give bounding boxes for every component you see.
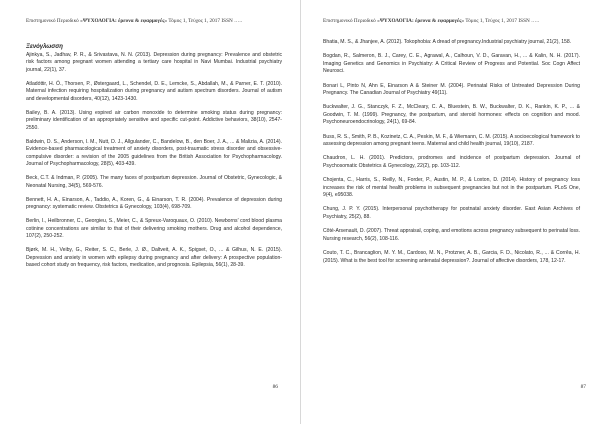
reference-item: Beck, C.T. & Indman, P. (2005). The many faces of postpartum depression. Journal of Obstetric, Gynecologic, & Neonatal Nursing, 34(5), 569-576. [26, 175, 282, 189]
reference-item: Baldwin, D. S., Anderson, I. M., Nutt, D. J., Allgulander, C., Bandelow, B., den Boer, J. A., ... & Malizia, A. (2014). Evidence-based pharmacological treatment of anxiety disorders, post-traumatic stress disorder and obsessive-compulsive disorder: a revision of the 2005 guidelines from the British Association for Psychopharmacology. Journal of Psychopharmacology, 28(5), 403-439. [26, 138, 282, 168]
reference-item: Bailey, B. A. (2013). Using expired air carbon monoxide to determine smoking status during pregnancy: preliminary identification of an appropriately sensitive and specific cut-point. Addictive behaviors, 38(10), 2547-2550. [26, 109, 282, 131]
reference-item: Chojenta, C., Harris, S., Reilly, N., Forder, P., Austin, M. P., & Loxton, D. (2014). History of pregnancy loss increases the risk of mental health problems in subsequent pregnancies but not in the postpartum. PLoS One, 9(4), e95038. [323, 177, 580, 199]
page-number: 86 [272, 384, 278, 390]
reference-item: Bennett, H. A., Einarson, A., Taddio, A., Koren, G., & Einarson, T. R. (2004). Prevalence of depression during pregnancy: systematic review. Obstetrics & Gynecology, 103(4), 698-709. [26, 196, 282, 211]
running-head: Επιστημονικό Περιοδικό «ΨΥΧΟΛΟΓΙΑ: έρευνα & εφαρμογές» Τόμος 1, Τεύχος 1, 2017 ISSN ….. [323, 18, 540, 24]
section-heading: Ξενόγλωσση [26, 44, 63, 50]
reference-item: Bonari L, Pinto N, Ahn E, Einarson A & Steiner M. (2004). Perinatal Risks of Untreated Depression During Pregnancy. The Canadian Journal of Psychiatry 49(11). [323, 82, 580, 97]
references-section [323, 39, 580, 265]
references-section [26, 44, 282, 270]
reference-item: Bogdan, R., Salmeron, B. J., Carey, C. E., Agrawal, A., Calhoun, V. D., Garavan, H., ... & Kalin, N. H. (2017). Imaging Genetics and Genomics in Psychiatry: A Critical Review of Progress and Potential. Soc Cogn Affect Neurosci. [323, 53, 580, 75]
reference-item: Ajinkya, S., Jadhav, P. R., & Srivastava, N. N. (2013). Depression during pregnancy: Prevalence and obstetric risk factors among pregnant women attending a tertiary care hospital in Navi Mumbai. Industrial psychiatry journal, 22(1), 37. [26, 52, 282, 73]
running-head: Επιστημονικό Περιοδικό «ΨΥΧΟΛΟΓΙΑ: έρευνα & εφαρμογές» Τόμος 1, Τεύχος 1, 2017 ISSN ….. [26, 18, 243, 24]
page-number: 87 [580, 384, 586, 390]
journal-name: ΨΥΧΟΛΟΓΙΑ: έρευνα & εφαρμογές [379, 18, 462, 24]
right-page [300, 0, 600, 424]
reference-item: Bhatia, M. S., & Jhanjee, A. (2012). Tokophobia: A dread of pregnancy.Industrial psychiatry journal, 21(2), 158. [323, 39, 572, 45]
reference-item: Couto, T. C., Brancaglion, M. Y. M., Cardoso, M. N., Protzner, A. B., Garcia, F. D., Nicolato, R., ... & Corrêa, H. (2015). What is the best tool for screening antenatal depression?. Journal of affective disorders, 178, 12-17. [323, 250, 580, 264]
reference-item: Côté-Arsenault, D. (2007). Threat appraisal, coping, and emotions across pregnancy subsequent to perinatal loss. Nursing research, 56(2), 108-116. [323, 228, 580, 242]
reference-item: Bjørk, M. H., Veiby, G., Reiter, S. C., Berle, J. Ø., Daltveit, A. K., Spigset, O., ... & Gilhus, N. E. (2015). Depression and anxiety in women with epilepsy during pregnancy and after delivery: A prospective population‐based cohort study on frequency, risk factors, medication, and prognosis. Epilepsia, 56(1), 28-39. [26, 247, 282, 269]
reference-item: Chaudron, L. H. (2001). Predictors, prodromes and incidence of postpartum depression. Journal of Psychosomatic Obstetrics & Gynecology, 22(2), pp. 103-112. [323, 155, 580, 169]
journal-name: ΨΥΧΟΛΟΓΙΑ: έρευνα & εφαρμογές [82, 18, 165, 24]
reference-item: Buckwalter, J. G., Stanczyk, F. Z., McCleary, C. A., Bluestein, B. W., Buckwalter, D. K., Rankin, K. P., ... & Goodwin, T. M. (1999). Pregnancy, the postpartum, and steroid hormones: effects on cognition and mood. Psychoneuroendocrinology, 24(1), 69-84. [323, 104, 580, 126]
reference-item: Atladóttir, H. Ó., Thorsen, P., Østergaard, L., Schendel, D. E., Lemcke, S., Abdallah, M., & Parner, E. T. (2010). Maternal infection requiring hospitalization during pregnancy and autism spectrum disorders. Journal of autism and developmental disorders, 40(12), 1423-1430. [26, 80, 282, 102]
reference-item: Buss, R. S., Smith, P. B., Kozinetz, C. A., Peskin, M. F., & Wiemann, C. M. (2015). A socioecological framework to assessing depression among pregnant teens. Maternal and child health journal, 19(10), 2187. [323, 133, 580, 148]
reference-item: Berlin, I., Heilbronner, C., Georgieu, S., Meier, C., & Spreux-Varoquaux, O. (2010). Newborns' cord blood plasma cotinine concentrations are similar to that of their delivering smoking mothers. Drug and alcohol dependence, 107(2), 250-252. [26, 218, 282, 240]
reference-item: Chung, J. P. Y. (2015). Interpersonal psychotherapy for postnatal anxiety disorder. East Asian Archives of Psychiatry, 25(2), 88. [323, 206, 580, 220]
